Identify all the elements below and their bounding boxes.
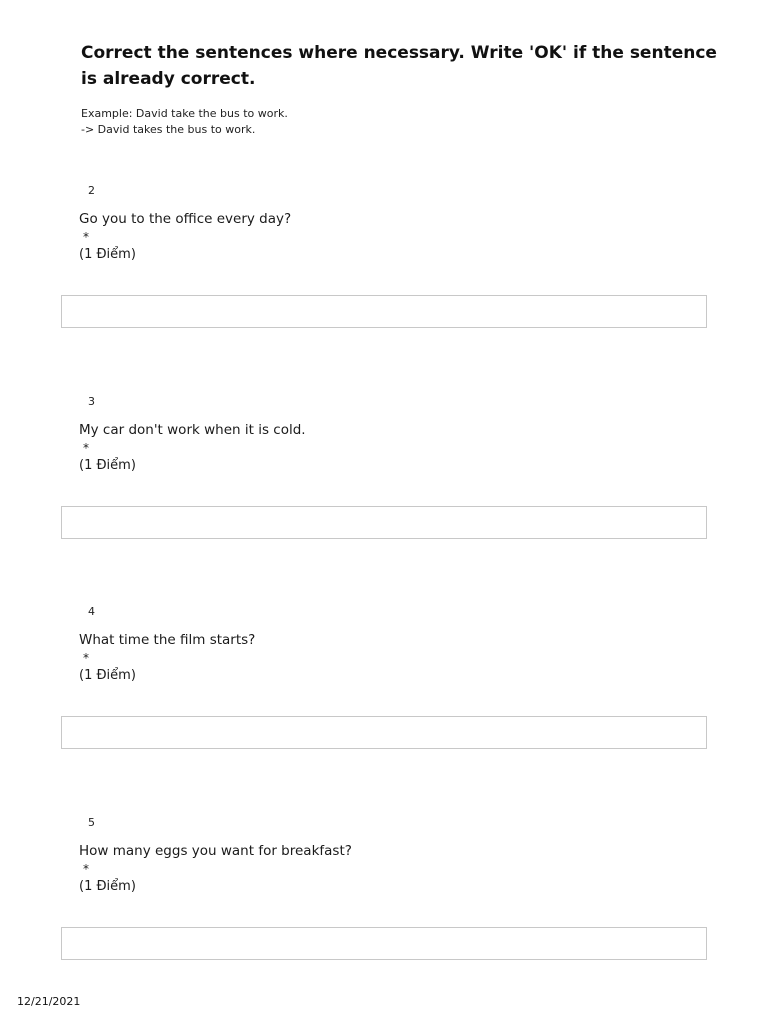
question-4 — [0, 605, 768, 805]
answer-input-4[interactable] — [61, 716, 707, 749]
answer-input-3[interactable] — [61, 506, 707, 539]
required-marker: * — [83, 230, 89, 244]
print-date: 12/21/2021 — [17, 995, 81, 1008]
example-block — [81, 106, 288, 138]
example-line: Example: David take the bus to work. — [81, 107, 288, 120]
question-text: How many eggs you want for breakfast? — [79, 843, 352, 859]
question-points: (1 Điểm) — [79, 247, 136, 262]
section-title: Correct the sentences where necessary. Write 'OK' if the sentence is already correct. — [81, 43, 717, 89]
question-5 — [0, 816, 768, 1016]
question-number: 5 — [88, 816, 95, 829]
question-text: My car don't work when it is cold. — [79, 422, 306, 438]
required-marker: * — [83, 441, 89, 455]
example-answer-line: -> David takes the bus to work. — [81, 123, 256, 136]
question-3 — [0, 395, 768, 595]
required-marker: * — [83, 651, 89, 665]
answer-input-5[interactable] — [61, 927, 707, 960]
question-text: Go you to the office every day? — [79, 211, 292, 227]
answer-input-2[interactable] — [61, 295, 707, 328]
required-marker: * — [83, 862, 89, 876]
question-number: 4 — [88, 605, 95, 618]
question-points: (1 Điểm) — [79, 879, 136, 894]
question-number: 2 — [88, 184, 95, 197]
question-text: What time the film starts? — [79, 632, 256, 648]
question-points: (1 Điểm) — [79, 458, 136, 473]
question-2 — [0, 184, 768, 384]
question-number: 3 — [88, 395, 95, 408]
question-points: (1 Điểm) — [79, 668, 136, 683]
